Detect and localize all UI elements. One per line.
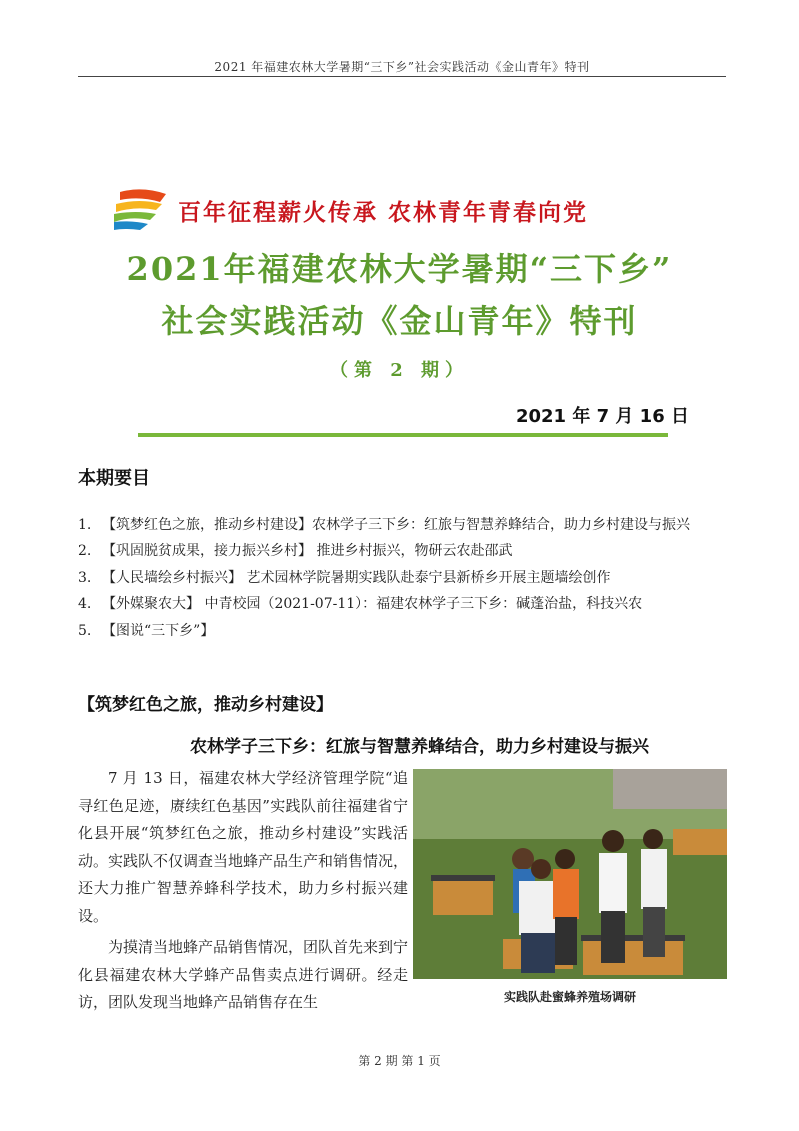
toc-item-number: 5.	[78, 622, 92, 639]
toc-heading: 本期要目	[78, 468, 150, 489]
masthead-title-line1: 2021年福建农林大学暑期“三下乡”	[126, 250, 673, 288]
header-rule	[78, 76, 726, 77]
toc-item[interactable]	[78, 565, 738, 591]
running-header: 2021 年福建农林大学暑期“三下乡”社会实践活动《金山青年》特刊	[214, 60, 590, 74]
page-footer: 第 2 期 第 1 页	[358, 1054, 441, 1068]
masthead-rule	[138, 433, 668, 437]
publication-date: 2021 年 7 月 16 日	[515, 406, 689, 427]
issue-number: （第 2 期）	[329, 360, 470, 381]
toc-item-text: 【外媒聚农大】 中青校园（2021-07-11）：福建农林学子三下乡：碱蓬治盐，科技兴农	[102, 596, 643, 613]
toc-item-text: 【筑梦红色之旅，推动乡村建设】农林学子三下乡：红旅与智慧养蜂结合，助力乡村建设与振兴	[102, 517, 690, 533]
beekeeping-photo	[413, 769, 727, 979]
toc-item-number: 4.	[78, 596, 92, 613]
article-paragraph: 为摸清当地蜂产品销售情况，团队首先来到宁化县福建农林大学蜂产品售卖点进行调研。经走访，团队发现当地蜂产品销售存在生	[78, 938, 409, 1011]
article-title: 农林学子三下乡：红旅与智慧养蜂结合，助力乡村建设与振兴	[190, 737, 649, 757]
toc-item[interactable]	[78, 538, 738, 564]
slogan: 百年征程薪火传承 农林青年青春向党	[178, 199, 589, 226]
toc-item-text: 【巩固脱贫成果，接力振兴乡村】 推进乡村振兴，物研云农赴邵武	[102, 543, 513, 560]
toc-item[interactable]	[78, 512, 738, 538]
article-body	[78, 765, 408, 1017]
toc-item-number: 1.	[78, 517, 92, 533]
photo-caption: 实践队赴蜜蜂养殖场调研	[503, 990, 636, 1004]
toc-item-text: 【图说“三下乡”】	[102, 622, 215, 639]
toc-item-text: 【人民墙绘乡村振兴】 艺术园林学院暑期实践队赴泰宁县新桥乡开展主题墙绘创作	[102, 569, 611, 586]
table-of-contents	[78, 512, 738, 644]
toc-item-number: 3.	[78, 569, 92, 586]
toc-item[interactable]	[78, 591, 738, 617]
publication-logo	[112, 188, 168, 232]
masthead-title-line2: 社会实践活动《金山青年》特刊	[161, 302, 638, 340]
toc-item[interactable]	[78, 618, 738, 644]
toc-item-number: 2.	[78, 543, 92, 560]
section-heading: 【筑梦红色之旅，推动乡村建设】	[78, 695, 333, 715]
article-paragraph: 7 月 13 日，福建农林大学经济管理学院“追寻红色足迹，赓续红色基因”实践队前往福建省宁化县开展“筑梦红色之旅，推动乡村建设”实践活动。实践队不仅调查当地蜂产品生产和销售情况，还大力推广智慧养蜂科学技术，助力乡村振兴建设。	[78, 769, 409, 925]
